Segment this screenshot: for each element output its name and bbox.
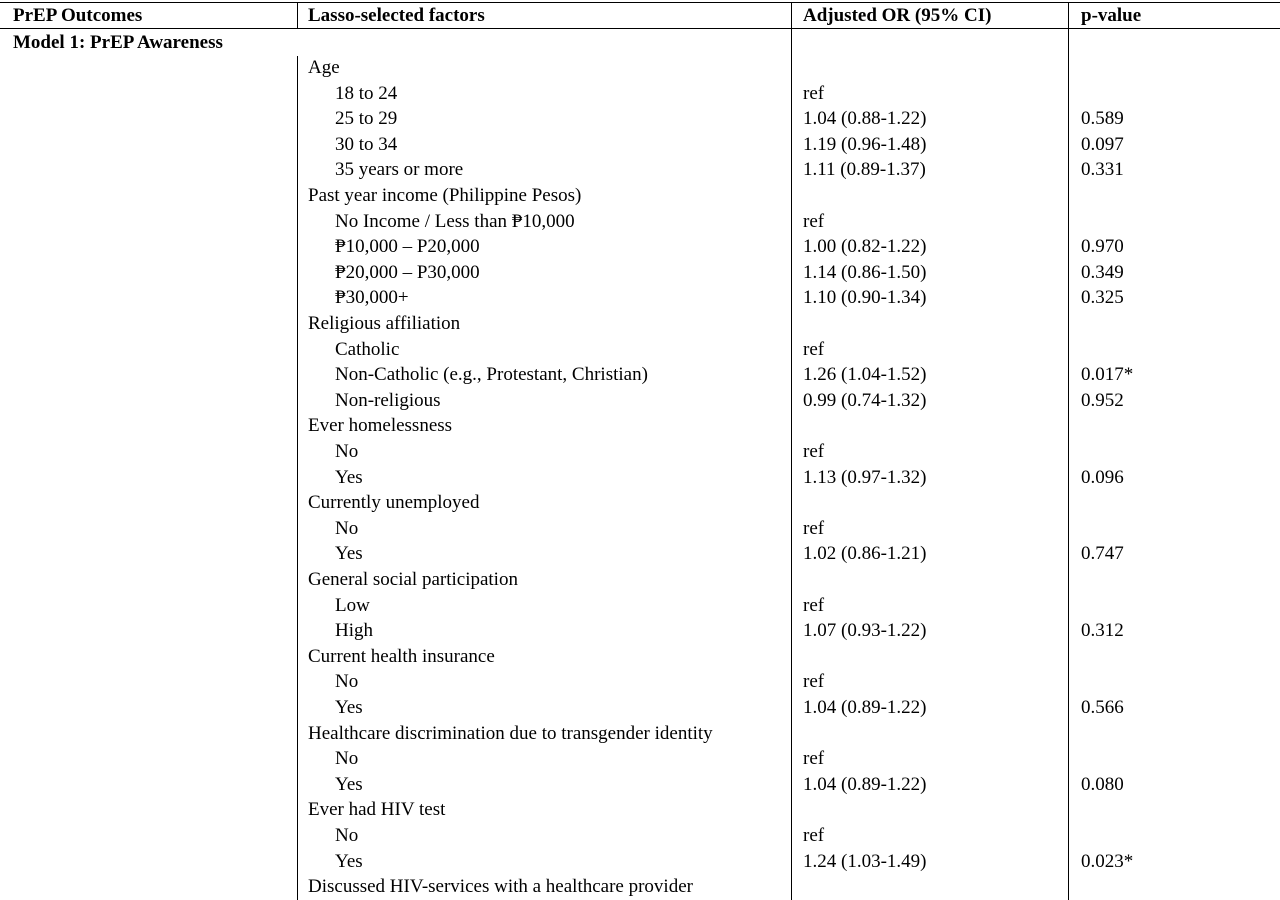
factor-group-label: Religious affiliation	[308, 313, 461, 334]
table-row	[0, 849, 1280, 875]
header-row	[0, 3, 1280, 29]
factor-level-label: High	[335, 620, 373, 642]
odds-ratio-cell: 1.04 (0.89-1.22)	[803, 773, 927, 795]
table-row	[0, 465, 1280, 491]
p-value-cell: 0.017*	[1081, 364, 1134, 386]
odds-ratio-cell: 1.19 (0.96-1.48)	[803, 133, 927, 155]
table-row	[0, 285, 1280, 311]
table-row	[0, 721, 1280, 747]
table-row	[0, 388, 1280, 414]
odds-ratio-cell: 0.99 (0.74-1.32)	[803, 389, 927, 411]
odds-ratio-cell: 1.11 (0.89-1.37)	[803, 159, 926, 181]
header-factors: Lasso-selected factors	[308, 5, 485, 26]
factor-level-label: Yes	[335, 850, 363, 872]
p-value-cell: 0.080	[1081, 773, 1124, 795]
factor-level-label: Low	[335, 594, 370, 616]
odds-ratio-cell: ref	[803, 594, 825, 616]
odds-ratio-cell: 1.14 (0.86-1.50)	[803, 261, 927, 283]
odds-ratio-cell: 1.04 (0.89-1.22)	[803, 697, 927, 718]
odds-ratio-cell: 1.04 (0.88-1.22)	[803, 108, 927, 130]
table-row	[0, 260, 1280, 286]
factor-level-label: No	[335, 748, 359, 770]
table-row	[0, 132, 1280, 158]
factor-level-label: No Income / Less than ₱10,000	[335, 210, 575, 232]
table-row	[0, 183, 1280, 209]
factor-level-label: Non-religious	[335, 389, 441, 411]
table-row	[0, 55, 1280, 81]
p-value-cell: 0.096	[1081, 466, 1124, 488]
table-row	[0, 797, 1280, 823]
table-row	[0, 874, 1280, 900]
p-value-cell: 0.023*	[1081, 850, 1134, 872]
table-row	[0, 823, 1280, 849]
factor-level-label: No	[335, 441, 359, 462]
table-row	[0, 234, 1280, 260]
p-value-cell: 0.952	[1081, 389, 1124, 411]
table-row	[0, 106, 1280, 132]
odds-ratio-cell: 1.26 (1.04-1.52)	[803, 364, 927, 386]
odds-ratio-cell: 1.02 (0.86-1.21)	[803, 543, 927, 565]
table-row	[0, 746, 1280, 772]
odds-ratio-cell: ref	[803, 441, 825, 462]
table-row	[0, 644, 1280, 670]
p-value-cell: 0.331	[1081, 159, 1124, 181]
header-p-value: p-value	[1081, 5, 1142, 26]
odds-ratio-cell: ref	[803, 210, 825, 232]
factor-group-label: Ever homelessness	[308, 415, 453, 437]
factor-level-label: No	[335, 825, 359, 846]
odds-ratio-cell: 1.24 (1.03-1.49)	[803, 850, 927, 872]
factor-level-label: Yes	[335, 697, 363, 718]
factor-level-label: 18 to 24	[335, 82, 398, 104]
table-row	[0, 516, 1280, 542]
model-title: Model 1: PrEP Awareness	[13, 32, 223, 53]
odds-ratio-cell: ref	[803, 517, 825, 539]
factor-group-label: General social participation	[308, 569, 518, 590]
table-row	[0, 567, 1280, 593]
factor-level-label: No	[335, 517, 359, 539]
factor-group-label: Currently unemployed	[308, 492, 480, 514]
p-value-cell: 0.589	[1081, 108, 1124, 130]
table-row	[0, 593, 1280, 619]
odds-ratio-cell: ref	[803, 825, 825, 846]
odds-ratio-cell: ref	[803, 748, 825, 770]
odds-ratio-cell: ref	[803, 671, 825, 693]
table-row	[0, 439, 1280, 465]
table-row	[0, 81, 1280, 107]
factor-level-label: Yes	[335, 773, 363, 795]
factor-level-label: ₱10,000 – P20,000	[335, 236, 480, 258]
table-row	[0, 541, 1280, 567]
table-row	[0, 209, 1280, 235]
table-row	[0, 157, 1280, 183]
model-title-row	[0, 30, 1280, 56]
table-row	[0, 413, 1280, 439]
factor-level-label: No	[335, 671, 359, 693]
factor-group-label: Ever had HIV test	[308, 799, 446, 821]
table-row	[0, 337, 1280, 363]
factor-level-label: 25 to 29	[335, 108, 398, 130]
odds-ratio-cell: ref	[803, 82, 825, 104]
factor-level-label: ₱30,000+	[335, 287, 409, 309]
factor-level-label: ₱20,000 – P30,000	[335, 261, 480, 283]
table-row	[0, 669, 1280, 695]
factor-group-label: Discussed HIV-services with a healthcare provider	[308, 876, 693, 898]
factor-level-label: Yes	[335, 466, 363, 488]
factor-level-label: Yes	[335, 543, 363, 565]
odds-ratio-cell: 1.07 (0.93-1.22)	[803, 620, 927, 642]
table-row	[0, 695, 1280, 721]
odds-ratio-cell: 1.10 (0.90-1.34)	[803, 287, 927, 309]
p-value-cell: 0.312	[1081, 620, 1124, 642]
factor-level-label: Catholic	[335, 338, 400, 360]
factor-group-label: Age	[308, 57, 340, 78]
header-adjusted-or: Adjusted OR (95% CI)	[803, 5, 992, 26]
table-row	[0, 311, 1280, 337]
p-value-cell: 0.747	[1081, 543, 1124, 565]
factor-level-label: 30 to 34	[335, 133, 398, 155]
table-row	[0, 490, 1280, 516]
p-value-cell: 0.325	[1081, 287, 1124, 309]
factor-group-label: Past year income (Philippine Pesos)	[308, 185, 582, 206]
table-row	[0, 772, 1280, 798]
p-value-cell: 0.097	[1081, 133, 1124, 155]
p-value-cell: 0.349	[1081, 261, 1124, 283]
factor-level-label: Non-Catholic (e.g., Protestant, Christian)	[335, 364, 648, 386]
odds-ratio-cell: 1.00 (0.82-1.22)	[803, 236, 927, 258]
factor-level-label: 35 years or more	[335, 159, 464, 181]
table-row	[0, 362, 1280, 388]
odds-ratio-cell: 1.13 (0.97-1.32)	[803, 466, 927, 488]
odds-ratio-cell: ref	[803, 338, 825, 360]
table-row	[0, 618, 1280, 644]
header-outcomes: PrEP Outcomes	[13, 5, 143, 26]
factor-group-label: Current health insurance	[308, 645, 495, 667]
factor-group-label: Healthcare discrimination due to transgender identity	[308, 722, 713, 744]
p-value-cell: 0.566	[1081, 697, 1124, 718]
p-value-cell: 0.970	[1081, 236, 1124, 258]
